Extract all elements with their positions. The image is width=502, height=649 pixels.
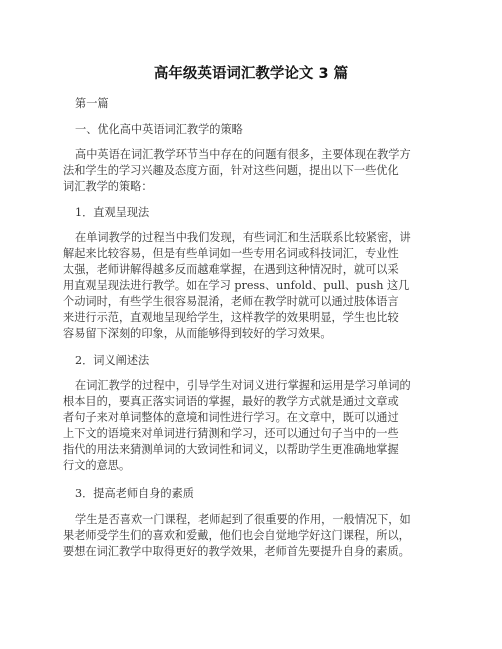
paragraph-line: 太强，老师讲解得越多反而越难掌握，在遇到这种情况时，就可以采 — [63, 263, 399, 276]
paragraph-line: 根本目的，要真正落实词语的掌握，最好的教学方式就是通过文章或 — [63, 395, 399, 408]
section-heading: 一、优化高中英语词汇教学的策略 — [75, 123, 243, 136]
paragraph-line: 在词汇教学的过程中，引导学生对词义进行掌握和运用是学习单词的 — [75, 379, 411, 392]
intro-line: 高中英语在词汇教学环节当中存在的问题有很多，主要体现在教学方 — [75, 148, 411, 161]
paragraph-line: 上下文的语境来对单词进行猜测和学习，还可以通过句子当中的一些 — [63, 427, 399, 440]
paragraph-line: 者句子来对单词整体的意境和词性进行学习。在文章中，既可以通过 — [63, 411, 399, 424]
paragraph-line: 要想在词汇教学中取得更好的教学效果，老师首先要提升自身的素质。 — [63, 545, 410, 558]
part-label: 第一篇 — [75, 97, 109, 110]
subsection-heading: 2．词义阐述法 — [75, 354, 150, 367]
paragraph-line: 指代的用法来猜测单词的大致词性和词义，以帮助学生更准确地掌握 — [63, 443, 399, 456]
paragraph-line: 来进行示范，直观地呈现给学生，这样教学的效果明显，学生也比较 — [63, 311, 399, 324]
paragraph-line: 果老师受学生们的喜欢和爱戴，他们也会自觉地学好这门课程，所以， — [63, 529, 410, 542]
subsection-heading: 3．提高老师自身的素质 — [75, 487, 194, 500]
paragraph-line: 容易留下深刻的印象，从而能够得到较好的学习效果。 — [63, 327, 332, 340]
paragraph-line: 行文的意思。 — [63, 459, 131, 472]
paragraph-line: 学生是否喜欢一门课程，老师起到了很重要的作用，一般情况下，如 — [75, 513, 411, 526]
paragraph-line: 个动词时，有些学生很容易混淆，老师在教学时就可以通过肢体语言 — [63, 295, 399, 308]
subsection-heading: 1．直观呈现法 — [75, 206, 150, 219]
paragraph-line: 用直观呈现法进行教学。如在学习 press、unfold、pull、push 这几 — [63, 279, 410, 292]
paragraph-line: 在单词教学的过程当中我们发现，有些词汇和生活联系比较紧密，讲 — [75, 231, 411, 244]
document-title: 高年级英语词汇教学论文 3 篇 — [153, 66, 349, 82]
intro-line: 法和学生的学习兴趣及态度方面，针对这些问题，提出以下一些优化 — [63, 164, 399, 177]
paragraph-line: 解起来比较容易，但是有些单词如一些专用名词或科技词汇，专业性 — [63, 247, 399, 260]
intro-line: 词汇教学的策略： — [63, 180, 153, 193]
